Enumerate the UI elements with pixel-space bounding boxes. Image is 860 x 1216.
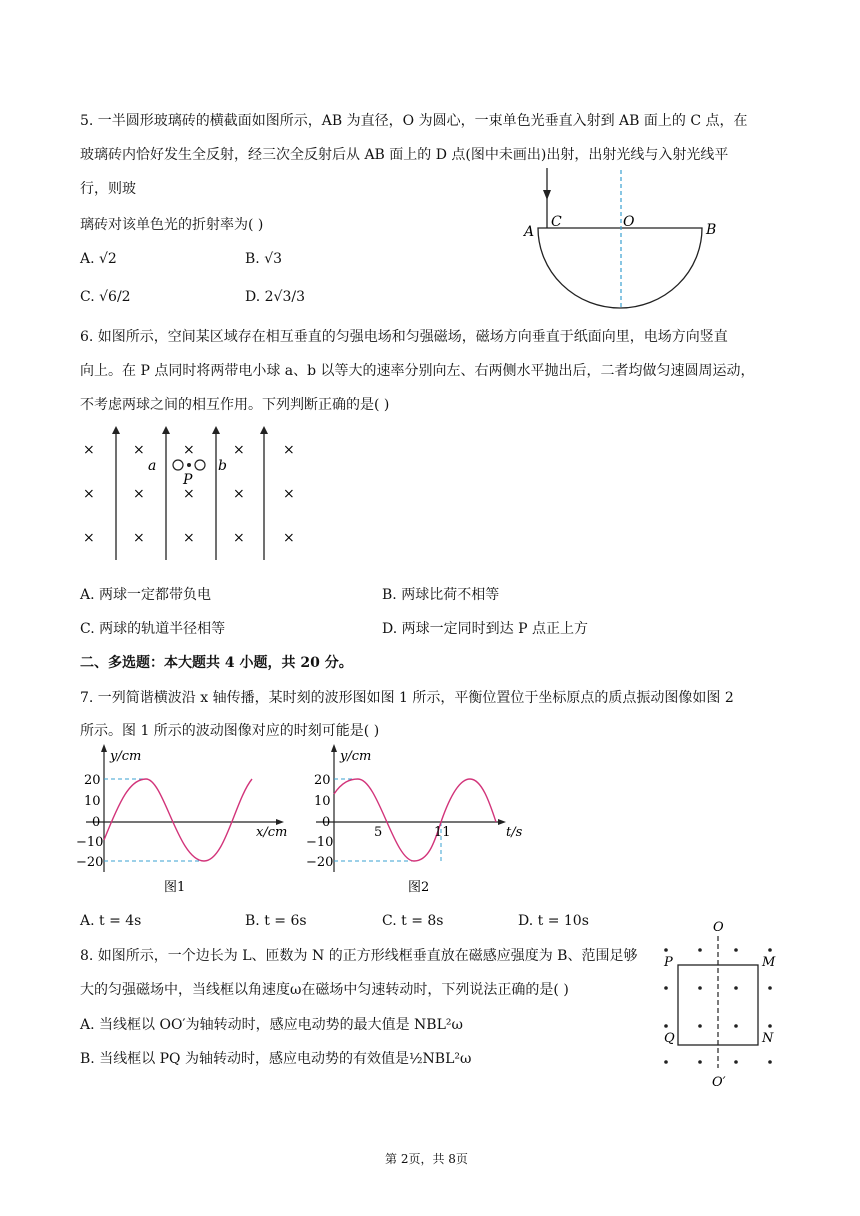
label-Q: Q	[664, 1031, 675, 1046]
arrow-right-icon	[498, 819, 506, 825]
label-O-prime: O′	[712, 1075, 726, 1090]
xtick-5: 5	[374, 825, 383, 840]
field-dot	[768, 986, 772, 990]
tick-0: 0	[92, 815, 101, 830]
x-label: x/cm	[256, 825, 288, 840]
semicircle-outline	[538, 228, 702, 308]
y-label: y/cm	[340, 749, 372, 764]
wave-curve	[104, 779, 252, 861]
q6-option-c: C. 两球的轨道半径相等	[80, 621, 226, 637]
q8-option-b: B. 当线框以 PQ 为轴转动时，感应电动势的有效值是½NBL²ω	[80, 1051, 472, 1067]
figure-caption: 图2	[408, 880, 430, 895]
label-O: O	[623, 214, 635, 230]
cross-mark: ×	[183, 442, 195, 458]
label-P: P	[183, 472, 193, 488]
q8-line2: 大的匀强磁场中，当线框以角速度ω在磁场中匀速转动时，下列说法正确的是( )	[80, 982, 569, 998]
cross-mark: ×	[83, 530, 95, 546]
label-b: b	[218, 458, 227, 474]
arrow-up-icon	[162, 426, 170, 434]
label-P: P	[664, 955, 673, 970]
q7-vibration-graph	[306, 744, 530, 895]
label-C: C	[551, 214, 562, 230]
cross-mark: ×	[283, 486, 295, 502]
q6-option-d: D. 两球一定同时到达 P 点正上方	[382, 621, 588, 637]
q6-field-diagram	[76, 424, 306, 560]
label-B: B	[706, 222, 717, 238]
xtick-11: 11	[434, 825, 451, 840]
q5-option-b: B. √3	[245, 251, 283, 267]
field-dot	[734, 986, 738, 990]
ball-a	[173, 460, 183, 470]
q7-option-c: C. t = 8s	[382, 913, 444, 929]
field-dot	[768, 1024, 772, 1028]
tick-neg20: −20	[76, 855, 104, 870]
q5-option-d: D. 2√3/3	[245, 289, 305, 305]
q7-option-a: A. t = 4s	[80, 913, 142, 929]
field-dot	[698, 1060, 702, 1064]
tick-10: 10	[84, 794, 101, 809]
section-heading: 二、多选题：本大题共 4 小题，共 20 分。	[80, 655, 353, 671]
q5-semicircle-diagram	[520, 164, 720, 312]
q7-wave-graph	[76, 744, 295, 895]
cross-mark: ×	[83, 486, 95, 502]
cross-mark: ×	[233, 442, 245, 458]
point-P	[187, 463, 191, 467]
ball-b	[195, 460, 205, 470]
tick-neg10: −10	[76, 835, 104, 850]
q5-line4: 璃砖对该单色光的折射率为( )	[80, 217, 264, 233]
q5-option-a: A. √2	[80, 251, 117, 267]
field-dot	[734, 948, 738, 952]
cross-mark: ×	[133, 442, 145, 458]
figure-caption: 图1	[164, 880, 186, 895]
cross-mark: ×	[133, 530, 145, 546]
cross-mark: ×	[83, 442, 95, 458]
q5-line1: 5. 一半圆形玻璃砖的横截面如图所示，AB 为直径，O 为圆心，一束单色光垂直入射到 AB 面上的 C 点，在	[80, 113, 748, 129]
arrow-up-icon	[260, 426, 268, 434]
q8-coil-diagram	[662, 918, 782, 1090]
q7-line1: 7. 一列简谐横波沿 x 轴传播，某时刻的波形图如图 1 所示，平衡位置位于坐标原点的质点振动图像如图 2	[80, 690, 734, 706]
arrow-up-icon	[101, 744, 107, 752]
tick-neg20: −20	[306, 855, 334, 870]
tick-neg10: −10	[306, 835, 334, 850]
q6-line3: 不考虑两球之间的相互作用。下列判断正确的是( )	[80, 397, 390, 413]
tick-20: 20	[314, 773, 331, 788]
field-dot	[768, 1060, 772, 1064]
label-O: O	[713, 920, 724, 935]
q7-option-d: D. t = 10s	[518, 913, 589, 929]
x-label: t/s	[506, 825, 523, 840]
tick-10: 10	[314, 794, 331, 809]
cross-mark: ×	[283, 530, 295, 546]
arrow-up-icon	[212, 426, 220, 434]
q5-line2: 玻璃砖内恰好发生全反射，经三次全反射后从 AB 面上的 D 点(图中未画出)出射，出射光线与入射光线平	[80, 147, 729, 163]
page-footer: 第 2页，共 8页	[385, 1152, 468, 1166]
q7-line2: 所示。图 1 所示的波动图像对应的时刻可能是( )	[80, 723, 380, 739]
label-A: A	[524, 224, 535, 240]
arrow-up-icon	[331, 744, 337, 752]
field-dot	[734, 1024, 738, 1028]
q6-option-b: B. 两球比荷不相等	[382, 587, 500, 603]
field-dot	[698, 986, 702, 990]
q6-line1: 6. 如图所示，空间某区域存在相互垂直的匀强电场和匀强磁场，磁场方向垂直于纸面向里，电场方向竖直	[80, 329, 728, 345]
cross-mark: ×	[183, 530, 195, 546]
q8-option-a: A. 当线框以 OO′为轴转动时，感应电动势的最大值是 NBL²ω	[80, 1017, 463, 1033]
vibration-curve	[334, 779, 496, 861]
cross-mark: ×	[233, 486, 245, 502]
cross-mark: ×	[233, 530, 245, 546]
label-a: a	[148, 458, 157, 474]
tick-20: 20	[84, 773, 101, 788]
cross-mark: ×	[133, 486, 145, 502]
arrow-up-icon	[112, 426, 120, 434]
field-dot	[768, 948, 772, 952]
arrow-down-icon	[543, 190, 551, 200]
field-dot	[698, 948, 702, 952]
field-dot	[664, 1024, 668, 1028]
field-dot	[734, 1060, 738, 1064]
q6-option-a: A. 两球一定都带负电	[80, 587, 212, 603]
cross-mark: ×	[283, 442, 295, 458]
y-label: y/cm	[110, 749, 142, 764]
tick-0: 0	[322, 815, 331, 830]
q8-line1: 8. 如图所示，一个边长为 L、匝数为 N 的正方形线框垂直放在磁感应强度为 B、范围足够	[80, 948, 638, 964]
q5-option-c: C. √6/2	[80, 289, 131, 305]
label-M: M	[762, 955, 776, 970]
field-dot	[664, 948, 668, 952]
q5-line3: 行，则玻	[80, 181, 136, 197]
field-dot	[664, 1060, 668, 1064]
field-dot	[664, 986, 668, 990]
q6-line2: 向上。在 P 点同时将两带电小球 a、b 以等大的速率分别向左、右两侧水平抛出后，二者均做匀速圆周运动，	[80, 363, 755, 379]
q7-option-b: B. t = 6s	[245, 913, 307, 929]
label-N: N	[762, 1031, 774, 1046]
field-dot	[698, 1024, 702, 1028]
cross-mark: ×	[183, 486, 195, 502]
